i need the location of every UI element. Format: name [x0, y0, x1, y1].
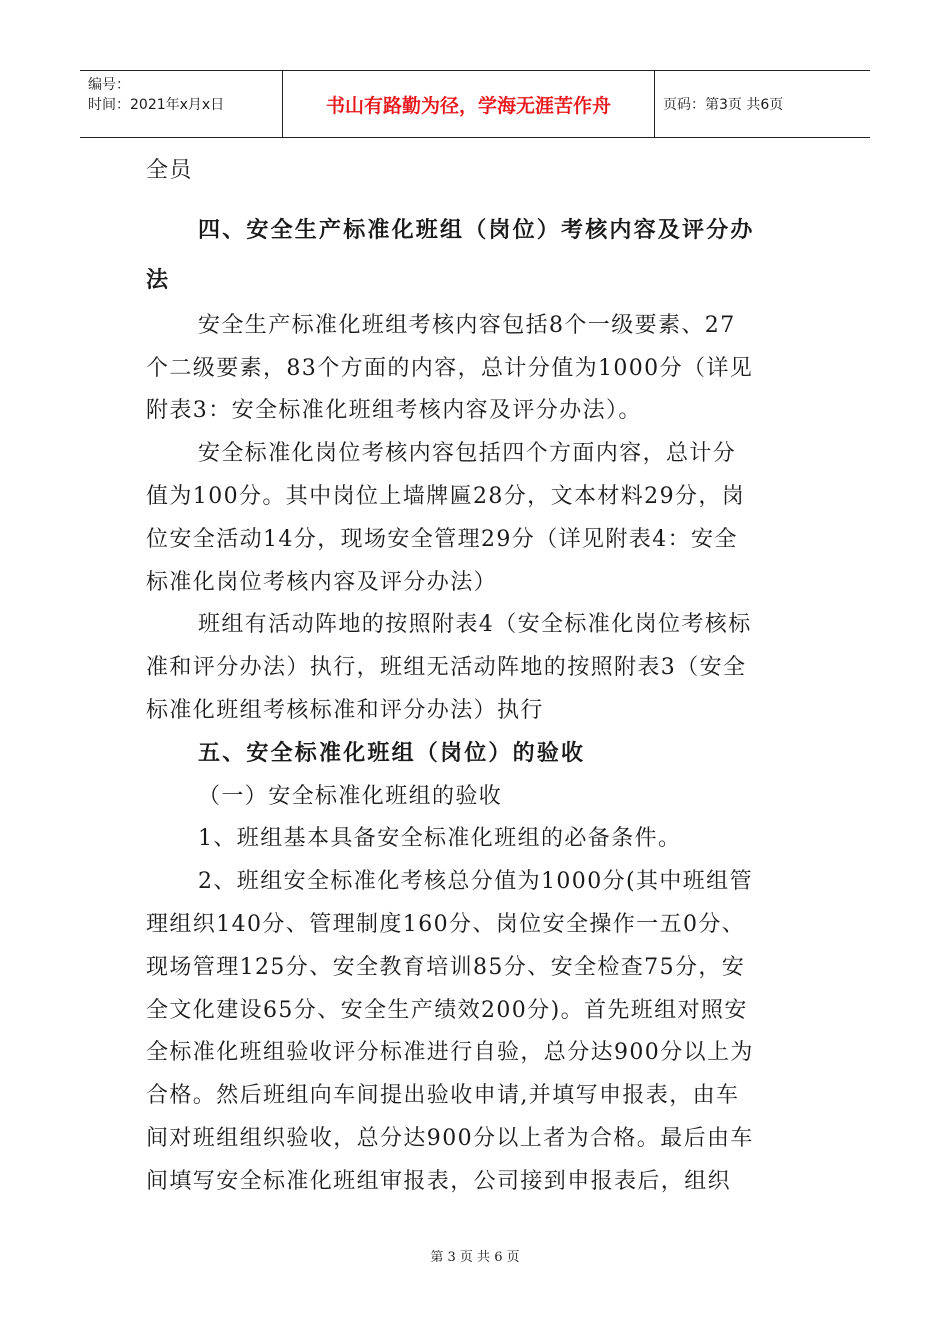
text-line: 合格。然后班组向车间提出验收申请,并填写申报表，由车: [146, 1083, 740, 1109]
header-meta: [80, 71, 283, 137]
text-line: 1、班组基本具备安全标准化班组的必备条件。: [198, 826, 682, 852]
page-header: [80, 70, 870, 138]
page-footer: 第 3 页 共 6 页: [430, 1250, 520, 1265]
text-line: 标准化岗位考核内容及评分办法）: [146, 569, 498, 595]
section-heading-4-cont: 法: [146, 267, 171, 293]
page-info-text: 页码：第3页 共6页: [663, 97, 784, 113]
document-number-label: 编号：: [88, 77, 130, 93]
text-line: 附表3：安全标准化班组考核内容及评分办法）。: [146, 398, 642, 424]
text-line: 现场管理125分、安全教育培训85分、安全检查75分，安: [146, 954, 746, 980]
section-heading-5: 五、安全标准化班组（岗位）的验收: [198, 740, 586, 766]
text-line: 间对班组组织验收，总分达900分以上者为合格。最后由车: [146, 1125, 754, 1151]
text-line: 位安全活动14分，现场安全管理29分（详见附表4：安全: [146, 526, 738, 552]
header-page-info: [655, 71, 870, 137]
header-motto: 书山有路勤为径，学海无涯苦作舟: [325, 94, 611, 117]
text-line: 个二级要素，83个方面的内容，总计分值为1000分（详见: [146, 355, 754, 381]
document-date: 时间：2021年x月x日: [88, 97, 225, 113]
text-line: 全标准化班组验收评分标准进行自验，总分达900分以上为: [146, 1040, 754, 1066]
text-line: 准和评分办法）执行，班组无活动阵地的按照附表3（安全: [146, 655, 747, 681]
text-line: 安全生产标准化班组考核内容包括8个一级要素、27: [198, 312, 736, 338]
text-line: 值为100分。其中岗位上墙牌匾28分，文本材料29分，岗: [146, 483, 746, 509]
text-line: 安全标准化岗位考核内容包括四个方面内容，总计分: [198, 441, 737, 467]
text-line: 班组有活动阵地的按照附表4（安全标准化岗位考核标: [198, 612, 752, 638]
text-line: 2、班组安全标准化考核总分值为1000分(其中班组管: [198, 869, 753, 895]
text-line: 标准化班组考核标准和评分办法）执行: [146, 697, 544, 723]
text-line: 全员: [146, 158, 193, 183]
section-heading-4: 四、安全生产标准化班组（岗位）考核内容及评分办: [198, 217, 755, 243]
header-motto-cell: [283, 71, 655, 137]
text-line: 理组织140分、管理制度160分、岗位安全操作一五0分、: [146, 911, 746, 937]
document-body: [146, 150, 806, 1204]
subsection-heading: （一）安全标准化班组的验收: [198, 783, 503, 809]
text-line: 间填写安全标准化班组审报表，公司接到申报表后，组织: [146, 1168, 732, 1194]
text-line: 全文化建设65分、安全生产绩效200分)。首先班组对照安: [146, 997, 748, 1023]
